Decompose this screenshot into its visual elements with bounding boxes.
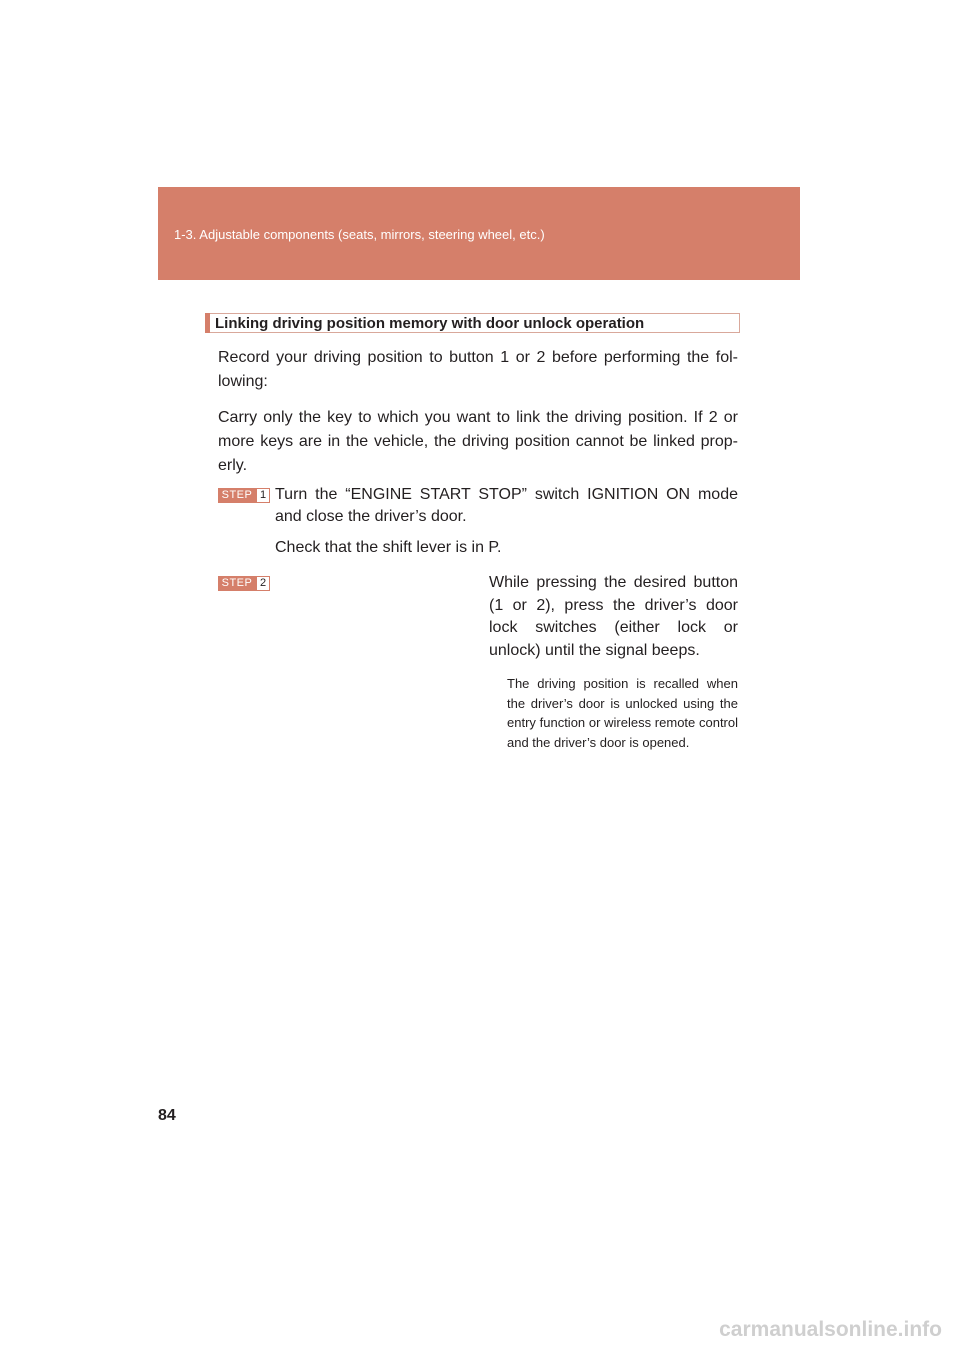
step-2-note: The driving position is recalled when the driver’s door is unlocked using the entry function or wireless remote control and the driver’s door is opened. xyxy=(507,676,738,750)
step-1-badge xyxy=(218,488,270,503)
chapter-header-band xyxy=(158,187,800,280)
step-2-badge xyxy=(218,576,270,591)
step-2-text: While pressing the desired button (1 or 2), press the driver’s door lock switches (either lock or unlock) until the signal beeps. xyxy=(489,574,738,659)
section-title: Linking driving position memory with door unlock operation xyxy=(215,315,645,332)
intro-paragraph: Record your driving position to button 1 or 2 before performing the fol-lowing: xyxy=(218,349,738,390)
watermark: carmanualsonline.info xyxy=(719,1318,942,1341)
step-2-badge-number: 2 xyxy=(256,576,270,591)
section-heading-accent-bar xyxy=(205,313,210,333)
key-note-paragraph: Carry only the key to which you want to link the driving position. If 2 or more keys are in the vehicle, the driving position cannot be linked prop-erly. xyxy=(218,409,738,474)
breadcrumb: 1-3. Adjustable components (seats, mirrors, steering wheel, etc.) xyxy=(174,227,545,242)
section-heading xyxy=(205,313,740,333)
page-number: 84 xyxy=(158,1107,176,1124)
step-1-badge-number: 1 xyxy=(256,488,270,503)
step-2-badge-label: STEP xyxy=(218,576,256,591)
step-1-subtext: Check that the shift lever is in P. xyxy=(275,539,502,556)
step-1-text: Turn the “ENGINE START STOP” switch IGNITION ON mode and close the driver’s door. xyxy=(275,486,738,525)
step-1-badge-label: STEP xyxy=(218,488,256,503)
